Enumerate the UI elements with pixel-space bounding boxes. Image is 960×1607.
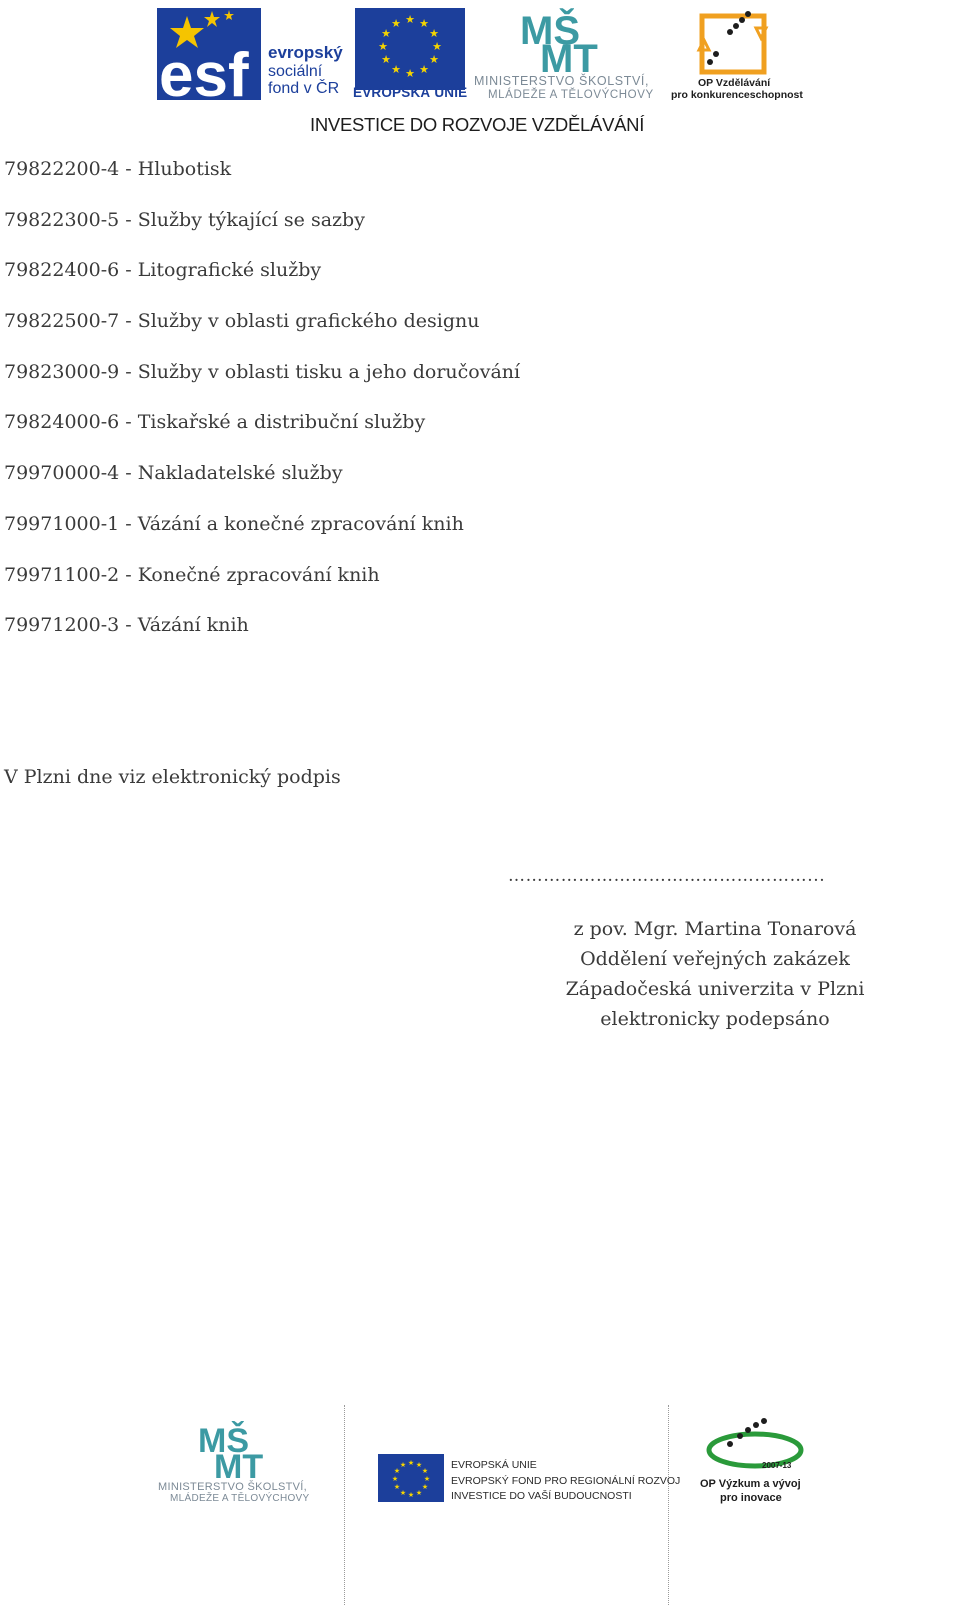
msmt-label-line2: MLÁDEŽE A TĚLOVÝCHOVY <box>488 89 654 101</box>
svg-text:esf: esf <box>159 41 249 100</box>
cpv-code-item: 79971200-3 - Vázání knih <box>4 614 249 637</box>
op-vyzkum-line2: pro inovace <box>720 1492 782 1504</box>
svg-text:★: ★ <box>405 13 415 26</box>
footer-msmt-line1: MINISTERSTVO ŠKOLSTVÍ, <box>158 1481 308 1493</box>
signature-department: Oddělení veřejných zakázek <box>580 948 850 970</box>
place-date: V Plzni dne viz elektronický podpis <box>4 766 341 788</box>
footer-eu-line1: EVROPSKÁ UNIE <box>451 1459 537 1471</box>
svg-text:★: ★ <box>399 1489 407 1497</box>
signature-status: elektronicky podepsáno <box>600 1008 830 1030</box>
svg-text:★: ★ <box>399 1461 407 1469</box>
investice-tagline: INVESTICE DO ROZVOJE VZDĚLÁVÁNÍ <box>310 114 645 135</box>
cpv-code-item: 79971100-2 - Konečné zpracování knih <box>4 563 380 586</box>
cpv-code-list <box>4 152 520 659</box>
footer-eu-text <box>451 1458 680 1505</box>
cpv-code-item: 79822300-5 - Služby týkající se sazby <box>4 208 365 231</box>
signature-authority: z pov. Mgr. Martina Tonarová <box>573 918 857 940</box>
op-logo-line2: pro konkurenceschopnost <box>671 89 803 101</box>
svg-text:★: ★ <box>415 1489 423 1497</box>
svg-text:★: ★ <box>391 63 401 76</box>
svg-text:★: ★ <box>407 1459 415 1467</box>
footer-eu-line3: INVESTICE DO VAŠÍ BUDOUCNOSTI <box>451 1490 632 1502</box>
esf-text-line2: sociální <box>268 63 323 80</box>
svg-text:★: ★ <box>391 1475 399 1483</box>
svg-text:★: ★ <box>421 1483 429 1491</box>
svg-text:★: ★ <box>419 17 429 30</box>
svg-text:★: ★ <box>423 1475 431 1483</box>
cpv-code-item: 79822200-4 - Hlubotisk <box>4 158 232 180</box>
svg-text:★: ★ <box>421 1467 429 1475</box>
svg-text:★: ★ <box>405 67 415 80</box>
svg-text:★: ★ <box>407 1491 415 1499</box>
op-vyzkum-badge: 2007-13 <box>762 1461 792 1470</box>
signature-line: ……………………………………………... <box>508 866 826 886</box>
svg-text:★: ★ <box>432 40 442 53</box>
signature-block <box>560 914 870 1034</box>
footer-divider <box>668 1405 669 1605</box>
svg-text:★: ★ <box>393 1467 401 1475</box>
cpv-code-item: 79822500-7 - Služby v oblasti grafického designu <box>4 310 480 333</box>
svg-text:★: ★ <box>393 1483 401 1491</box>
cpv-code-item: 79822400-6 - Litografické služby <box>4 259 322 282</box>
esf-text-line1: evropský <box>268 43 343 62</box>
svg-text:★: ★ <box>381 27 391 40</box>
msmt-label-line1: MINISTERSTVO ŠKOLSTVÍ, <box>474 74 650 88</box>
esf-text-line3: fond v ČR <box>268 80 340 97</box>
svg-text:★: ★ <box>381 53 391 66</box>
cpv-code-item: 79970000-4 - Nakladatelské služby <box>4 462 343 485</box>
cpv-code-item: 79824000-6 - Tiskařské a distribuční služby <box>4 411 426 434</box>
svg-text:★: ★ <box>429 27 439 40</box>
cpv-code-item: 79971000-1 - Vázání a konečné zpracování knih <box>4 512 464 535</box>
svg-text:MŠ: MŠ <box>198 1422 249 1460</box>
footer-eu-flag-icon <box>378 1454 444 1502</box>
svg-text:★: ★ <box>419 63 429 76</box>
footer-msmt-line2: MLÁDEŽE A TĚLOVÝCHOVY <box>170 1493 310 1504</box>
svg-text:★: ★ <box>391 17 401 30</box>
svg-text:★: ★ <box>415 1461 423 1469</box>
svg-text:MŠ: MŠ <box>520 9 580 53</box>
svg-text:MT: MT <box>540 37 598 76</box>
op-vyzkum-line1: OP Výzkum a vývoj <box>700 1478 801 1490</box>
svg-text:MT: MT <box>214 1448 264 1480</box>
cpv-code-item: 79823000-9 - Služby v oblasti tisku a jeho doručování <box>4 360 521 383</box>
op-logo-line1: OP Vzdělávání <box>698 77 771 89</box>
signature-university: Západočeská univerzita v Plzni <box>565 978 865 1000</box>
svg-text:★: ★ <box>429 53 439 66</box>
svg-text:★: ★ <box>378 40 388 53</box>
eu-flag-icon <box>355 8 465 90</box>
footer-eu-line2: EVROPSKÝ FOND PRO REGIONÁLNÍ ROZVOJ <box>451 1474 681 1487</box>
footer-divider <box>344 1405 345 1605</box>
eu-logo-text: EVROPSKÁ UNIE <box>353 85 468 100</box>
